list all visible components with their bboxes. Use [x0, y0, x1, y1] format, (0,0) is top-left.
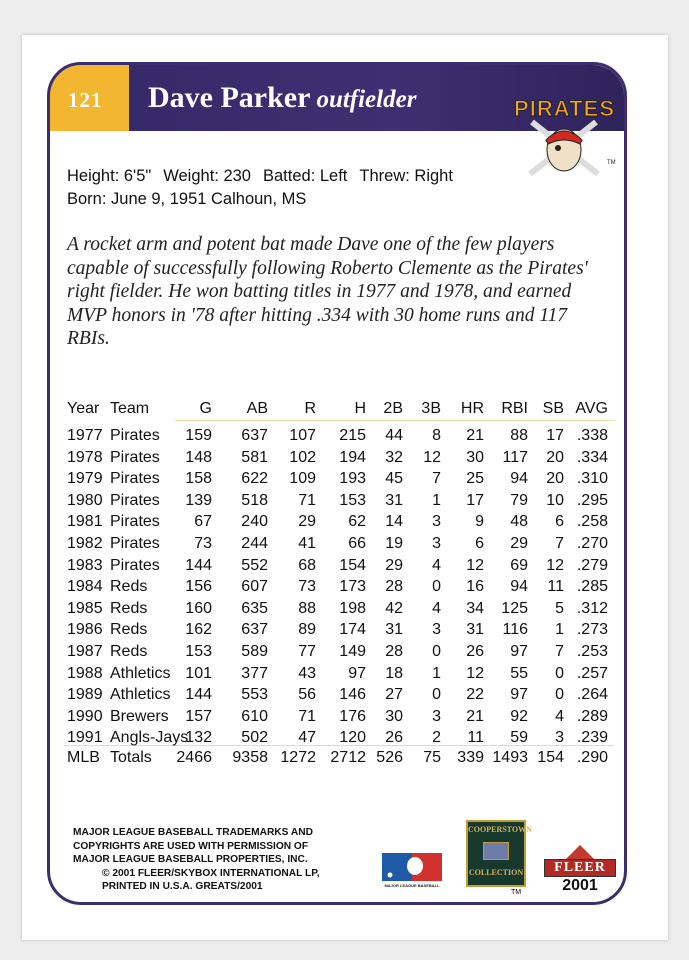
stat-2b: 26	[385, 729, 403, 746]
stat-year: 1980	[67, 492, 103, 509]
stat-g: 159	[185, 427, 212, 444]
table-row	[60, 578, 620, 600]
stat-rbi: 116	[502, 621, 528, 638]
stat-rbi: 59	[510, 729, 528, 746]
table-row	[60, 470, 620, 492]
stat-2b: 14	[385, 513, 403, 530]
stat-3b: 3	[432, 535, 441, 552]
stat-sb: 20	[546, 470, 564, 487]
stat-2b: 27	[385, 686, 403, 703]
stat-3b: 7	[432, 470, 441, 487]
stat-sb: 17	[546, 427, 564, 444]
stat-year: 1984	[67, 578, 103, 595]
stat-hr: 21	[466, 427, 484, 444]
stat-2b: 31	[385, 621, 403, 638]
table-row	[60, 557, 620, 579]
stat-ab: 553	[241, 686, 268, 703]
stat-ab: 589	[241, 643, 268, 660]
stat-3b: 3	[432, 621, 441, 638]
stat-3b: 3	[432, 513, 441, 530]
stat-r: 56	[298, 686, 316, 703]
stat-3b: 0	[432, 643, 441, 660]
stat-r: 73	[298, 578, 316, 595]
weight: Weight: 230	[163, 167, 251, 185]
stat-team: Brewers	[110, 708, 169, 725]
stat-rbi: 69	[510, 557, 528, 574]
stat-sb: 4	[555, 708, 564, 725]
table-row	[60, 600, 620, 622]
stat-2b: 2B	[383, 400, 403, 417]
fleer-wordmark: FLEER	[544, 859, 616, 877]
stat-avg: .312	[576, 600, 608, 617]
stat-rbi: 117	[502, 449, 528, 466]
stat-h: 173	[339, 578, 366, 595]
stat-2b: 19	[385, 535, 403, 552]
stat-h: 97	[348, 665, 366, 682]
stat-h: 66	[348, 535, 366, 552]
stat-team: Pirates	[110, 470, 160, 487]
stat-rbi: 29	[510, 535, 528, 552]
stat-rbi: 55	[510, 665, 528, 682]
stat-hr: 26	[466, 643, 484, 660]
stat-g: 144	[185, 557, 212, 574]
stat-team: Pirates	[110, 557, 160, 574]
stat-r: 29	[298, 513, 316, 530]
stat-avg: .239	[576, 729, 608, 746]
stats-table	[60, 0, 620, 780]
height: Height: 6'5"	[67, 167, 152, 185]
stat-r: 43	[298, 665, 316, 682]
stat-rbi: 92	[510, 708, 528, 725]
stat-h: 2712	[330, 749, 366, 766]
stat-3b: 2	[432, 729, 441, 746]
stat-avg: .258	[576, 513, 608, 530]
legal-line: MAJOR LEAGUE BASEBALL TRADEMARKS AND	[73, 827, 313, 838]
stat-team: Angls-Jays	[110, 729, 189, 746]
stat-sb: 12	[546, 557, 564, 574]
stat-hr: 31	[466, 621, 484, 638]
stat-hr: 30	[466, 449, 484, 466]
stat-sb: 3	[555, 729, 564, 746]
stat-year: 1988	[67, 665, 103, 682]
born: Born: June 9, 1951 Calhoun, MS	[67, 190, 307, 208]
player-name: Dave Parker	[148, 81, 311, 114]
svg-text:MAJOR LEAGUE BASEBALL: MAJOR LEAGUE BASEBALL	[384, 883, 440, 888]
mlb-logo-icon	[382, 853, 446, 889]
stat-ab: 635	[241, 600, 268, 617]
stat-r: 47	[298, 729, 316, 746]
stat-2b: 28	[385, 643, 403, 660]
stat-rbi: RBI	[501, 400, 528, 417]
legal-line: COPYRIGHTS ARE USED WITH PERMISSION OF	[73, 840, 309, 852]
stat-year: 1978	[67, 449, 103, 466]
player-position: outfielder	[316, 86, 417, 113]
stat-sb: 20	[546, 449, 564, 466]
stat-hr: 12	[466, 557, 484, 574]
stat-h: 153	[339, 492, 366, 509]
stat-r: 41	[298, 535, 316, 552]
stat-3b: 4	[432, 557, 441, 574]
stat-team: Reds	[110, 600, 148, 617]
stat-team: Pirates	[110, 535, 160, 552]
stat-h: 146	[339, 686, 366, 703]
stat-ab: 581	[241, 449, 268, 466]
stat-h: 174	[339, 621, 366, 638]
stat-hr: 22	[466, 686, 484, 703]
stat-h: 62	[348, 513, 366, 530]
stat-rbi: 48	[510, 513, 528, 530]
legal-line: PRINTED IN U.S.A. GREATS/2001	[102, 881, 263, 892]
stat-team: Reds	[110, 621, 148, 638]
stat-g: 67	[194, 513, 212, 530]
stat-r: 102	[289, 449, 316, 466]
stat-h: 194	[339, 449, 366, 466]
stat-ab: 552	[241, 557, 268, 574]
stat-g: 157	[185, 708, 212, 725]
stat-sb: 154	[537, 749, 564, 766]
stat-3b: 0	[432, 686, 441, 703]
stat-3b: 12	[423, 449, 441, 466]
stat-r: 1272	[280, 749, 316, 766]
stat-g: 160	[185, 600, 212, 617]
table-header	[60, 400, 620, 422]
stat-2b: 31	[385, 492, 403, 509]
stat-g: 139	[185, 492, 212, 509]
table-row	[60, 729, 620, 751]
stat-year: 1987	[67, 643, 103, 660]
stat-ab: 607	[241, 578, 268, 595]
legal-text	[73, 826, 363, 894]
stat-hr: 34	[466, 600, 484, 617]
stat-sb: 7	[555, 535, 564, 552]
stat-2b: 44	[385, 427, 403, 444]
batted: Batted: Left	[263, 167, 348, 185]
stat-avg: AVG	[575, 400, 608, 417]
legal-line: MAJOR LEAGUE BASEBALL PROPERTIES, INC.	[73, 854, 308, 865]
stat-team: Athletics	[110, 665, 171, 682]
stat-3b: 1	[432, 665, 441, 682]
stat-avg: .273	[576, 621, 608, 638]
stat-team: Pirates	[110, 492, 160, 509]
table-row	[60, 643, 620, 665]
stat-sb: 1	[555, 621, 564, 638]
stat-ab: 518	[241, 492, 268, 509]
stat-r: 77	[298, 643, 316, 660]
stat-sb: 0	[555, 665, 564, 682]
stat-rbi: 88	[510, 427, 528, 444]
table-row	[60, 665, 620, 687]
stat-rbi: 1493	[492, 749, 528, 766]
stat-2b: 28	[385, 578, 403, 595]
table-row	[60, 513, 620, 535]
stat-g: 153	[185, 643, 212, 660]
stat-sb: 6	[555, 513, 564, 530]
stat-r: 89	[298, 621, 316, 638]
stat-g: 148	[185, 449, 212, 466]
stat-hr: 11	[467, 729, 484, 746]
stat-year: 1983	[67, 557, 103, 574]
stat-year: 1979	[67, 470, 103, 487]
stat-team: Athletics	[110, 686, 171, 703]
stat-2b: 526	[376, 749, 403, 766]
stat-avg: .264	[576, 686, 608, 703]
stat-team: Reds	[110, 578, 148, 595]
stat-ab: 637	[241, 621, 268, 638]
stat-sb: 5	[555, 600, 564, 617]
stat-g: 158	[185, 470, 212, 487]
stat-ab: 244	[241, 535, 268, 552]
table-row	[60, 621, 620, 643]
stat-sb: 11	[547, 578, 564, 595]
stat-avg: .289	[576, 708, 608, 725]
stat-2b: 32	[385, 449, 403, 466]
mlb-mini-icon	[483, 842, 509, 860]
stat-r: 68	[298, 557, 316, 574]
stat-g: 144	[185, 686, 212, 703]
threw: Threw: Right	[359, 167, 453, 185]
stat-hr: 17	[466, 492, 484, 509]
stat-ab: 637	[241, 427, 268, 444]
stat-hr: 25	[466, 470, 484, 487]
stat-hr: 16	[466, 578, 484, 595]
stat-hr: 21	[466, 708, 484, 725]
stat-avg: .253	[576, 643, 608, 660]
stat-3b: 1	[432, 492, 441, 509]
fleer-logo	[540, 845, 620, 894]
fleer-year: 2001	[562, 877, 598, 894]
stat-hr: 339	[457, 749, 484, 766]
stat-r: 71	[298, 708, 316, 725]
stat-g: G	[199, 400, 212, 417]
stat-avg: .285	[576, 578, 608, 595]
table-row	[60, 708, 620, 730]
stat-avg: .295	[576, 492, 608, 509]
stat-3b: 8	[432, 427, 441, 444]
stat-r: 109	[289, 470, 316, 487]
stat-r: 88	[298, 600, 316, 617]
stat-r: 107	[289, 427, 316, 444]
stat-ab: 9358	[232, 749, 268, 766]
stat-ab: 377	[241, 665, 268, 682]
maple-leaf-icon	[566, 845, 594, 859]
stat-year: 1986	[67, 621, 103, 638]
stat-avg: .279	[576, 557, 608, 574]
stat-2b: 29	[385, 557, 403, 574]
stat-3b: 3	[432, 708, 441, 725]
stat-rbi: 94	[510, 470, 528, 487]
player-bio: A rocket arm and potent bat made Dave one of the few players capable of successfully following Roberto Clemente as the Pirates' right fielder. He won batting titles in 1977 and 1978, and earned MVP honors in '78 after hitting .334 with 30 home runs and 117 RBIs.	[67, 234, 588, 349]
stat-ab: AB	[246, 400, 268, 417]
stat-year: 1989	[67, 686, 103, 703]
stat-team: Team	[110, 400, 150, 417]
cooperstown-bottom: COLLECTION	[468, 868, 524, 877]
stat-year: 1991	[67, 729, 103, 746]
legal-line: © 2001 FLEER/SKYBOX INTERNATIONAL LP,	[102, 867, 320, 879]
stat-2b: 18	[385, 665, 403, 682]
stat-h: 149	[339, 643, 366, 660]
svg-text:TM: TM	[607, 160, 616, 166]
stat-avg: .290	[576, 749, 608, 766]
stat-rbi: 97	[510, 686, 528, 703]
stat-g: 101	[185, 665, 212, 682]
svg-text:PIRATES: PIRATES	[514, 96, 614, 121]
stat-h: 120	[339, 729, 366, 746]
totals-row	[60, 749, 620, 771]
stat-r: R	[304, 400, 316, 417]
stat-g: 162	[185, 621, 212, 638]
stat-g: 132	[185, 729, 212, 746]
stat-rbi: 97	[510, 643, 528, 660]
card-number: 121	[68, 88, 103, 112]
stat-avg: .310	[576, 470, 608, 487]
stat-team: Pirates	[110, 513, 160, 530]
stat-rbi: 79	[510, 492, 528, 509]
stat-3b: 0	[432, 578, 441, 595]
stat-team: Totals	[110, 749, 152, 766]
table-row	[60, 535, 620, 557]
trademark: TM	[511, 889, 522, 896]
stat-hr: 12	[466, 665, 484, 682]
stat-year: 1982	[67, 535, 103, 552]
stat-sb: SB	[542, 400, 564, 417]
stat-hr: HR	[460, 400, 484, 417]
table-row	[60, 686, 620, 708]
stat-year: 1985	[67, 600, 103, 617]
stat-sb: 0	[555, 686, 564, 703]
stat-hr: 6	[475, 535, 484, 552]
stat-2b: 42	[385, 600, 403, 617]
stat-h: 154	[339, 557, 366, 574]
stat-2b: 45	[385, 470, 403, 487]
stat-ab: 610	[241, 708, 268, 725]
stat-hr: 9	[475, 513, 484, 530]
stat-h: 198	[339, 600, 366, 617]
stat-ab: 502	[241, 729, 268, 746]
table-row	[60, 449, 620, 471]
stat-year: 1977	[67, 427, 103, 444]
stat-h: 193	[339, 470, 366, 487]
stat-ab: 622	[241, 470, 268, 487]
stat-h: 176	[339, 708, 366, 725]
stat-sb: 7	[555, 643, 564, 660]
stat-3b: 3B	[421, 400, 441, 417]
stat-g: 156	[185, 578, 212, 595]
stat-r: 71	[298, 492, 316, 509]
stat-year: 1990	[67, 708, 103, 725]
stat-2b: 30	[385, 708, 403, 725]
stat-team: Pirates	[110, 449, 160, 466]
cooperstown-top: COOPERSTOWN	[468, 825, 532, 834]
stat-3b: 4	[432, 600, 441, 617]
stat-h: 215	[339, 427, 366, 444]
stat-year: Year	[67, 400, 100, 417]
stat-h: H	[354, 400, 366, 417]
stat-team: Pirates	[110, 427, 160, 444]
stat-rbi: 94	[510, 578, 528, 595]
stat-team: Reds	[110, 643, 148, 660]
stat-g: 2466	[176, 749, 212, 766]
table-row	[60, 492, 620, 514]
stat-avg: .270	[576, 535, 608, 552]
table-row	[60, 427, 620, 449]
stat-avg: .257	[576, 665, 608, 682]
stat-g: 73	[194, 535, 212, 552]
stat-rbi: 125	[501, 600, 528, 617]
stat-avg: .334	[576, 449, 608, 466]
stat-year: MLB	[67, 749, 100, 766]
stat-3b: 75	[423, 749, 441, 766]
stat-ab: 240	[241, 513, 268, 530]
stat-year: 1981	[67, 513, 103, 530]
stat-avg: .338	[576, 427, 608, 444]
stat-sb: 10	[546, 492, 564, 509]
cooperstown-collection-logo	[466, 820, 532, 887]
